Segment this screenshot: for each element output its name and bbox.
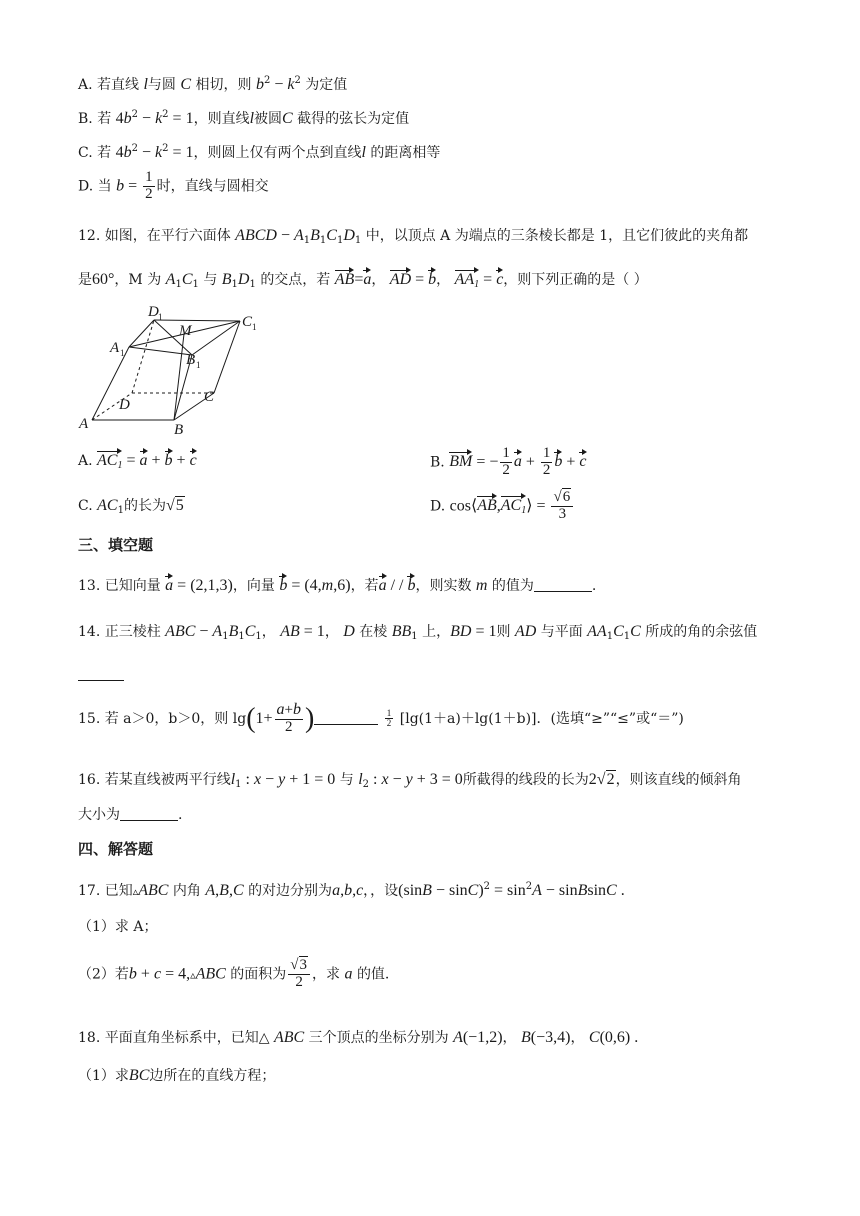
q11-option-b: B. 若 $4b^2 - k^2 = 1$，则直线l被圆C 截得的弦长为定值 (78, 109, 410, 127)
q17-part-2: （2）若b + c = 4,▵ABC 的面积为 $\frac{√3}{2}$ ，求 a 的值. (78, 957, 390, 990)
q14: 14. 正三棱柱 ABC − $A_1B_1C_1$， AB = 1， D 在棱 $BB_1$ 上，BD = 1则 AD 与平面 $AA_1C_1C$ 所成的角的余弦值 (78, 623, 758, 642)
q17-stem: 17. 已知▵ABC 内角 A,B,C 的对边分别为a,b,c，，设$(\sin B - \sin C)^2 = \sin^2A$ − sinBsinC . (78, 881, 625, 899)
label-b: B (174, 422, 184, 438)
q13: 13. 已知向量 a = (2,1,3)，向量 b = (4,m,6)，若a / / b，则实数 m 的值为 . (78, 577, 597, 594)
q12-option-c: C. $AC_1$的长为√5 (78, 497, 184, 516)
label-b1: B (186, 352, 196, 368)
svg-text:1: 1 (158, 312, 163, 322)
label-d: D (119, 397, 130, 413)
q16-line-1: 16. 若某直线被两平行线$l_1$ : x − y + 1 = 0 与 $l_2$ : x − y + 3 = 0所截得的线段的长为2√2，则该直线的倾斜角 (78, 771, 742, 790)
label-a1: A (110, 340, 120, 356)
q11-option-a: A. 若直线 l与圆 C 相切，则 $b^2 - k^2$ 为定值 (78, 75, 348, 93)
svg-text:1: 1 (196, 360, 201, 370)
label-a: A (79, 416, 89, 432)
q11-option-d: D. 当 b = $\frac{1}{2}$ 时，直线与圆相交 (78, 169, 269, 202)
q14-answer-blank[interactable] (78, 670, 124, 681)
q15: 15. 若 a＞0，b＞0，则 lg(1+ $\frac{a+b}{2}$ ) $\frac{1}{2}$ [lg(1＋a)＋lg(1＋b)]．(选填“≥”“≤”或“＝”) (78, 701, 684, 735)
label-d1: D (148, 304, 159, 320)
section-solve: 四、解答题 (78, 840, 154, 858)
q12-line-1: 12. 如图，在平行六面体 ABCD − $A_1B_1C_1D_1$ 中，以顶点 A 为端点的三条棱长都是 1，且它们彼此的夹角都 (78, 227, 749, 246)
q18-part-1: （1）求BC边所在的直线方程； (78, 1067, 276, 1084)
label-c1: C (242, 314, 253, 330)
q11-option-c: C. 若 $4b^2 - k^2 = 1$，则圆上仅有两个点到直线l 的距离相等 (78, 143, 441, 161)
q17-part-1: （1）求 A； (78, 919, 158, 935)
q12-option-a: A. $AC_1 = a + b + c$ (78, 452, 197, 471)
section-fill-in: 三、填空题 (78, 536, 154, 554)
q12-line-2: 是60°，M 为 $A_1C_1$ 与 $B_1D_1$ 的交点，若 AB=a， AD = b， $AA_1 = c$，则下列正确的是（ ） (78, 271, 648, 290)
q12-option-b: B. BM = − $\frac{1}{2}$ a + $\frac{1}{2}$ b + c (430, 445, 587, 478)
label-c: C (204, 389, 215, 405)
parallelepiped-figure (74, 300, 274, 440)
svg-text:1: 1 (120, 348, 125, 358)
q12-option-d: D. $\cos⟨AB,AC_1⟩$ = $\frac{√6}{3}$ (430, 490, 575, 523)
svg-text:1: 1 (252, 322, 257, 332)
label-m: M (179, 323, 192, 339)
q18-stem: 18. 平面直角坐标系中，已知△ ABC 三个顶点的坐标分别为 A(−1,2)， B(−3,4)， C(0,6) . (78, 1029, 639, 1046)
q16-line-2: 大小为 . (78, 807, 183, 823)
